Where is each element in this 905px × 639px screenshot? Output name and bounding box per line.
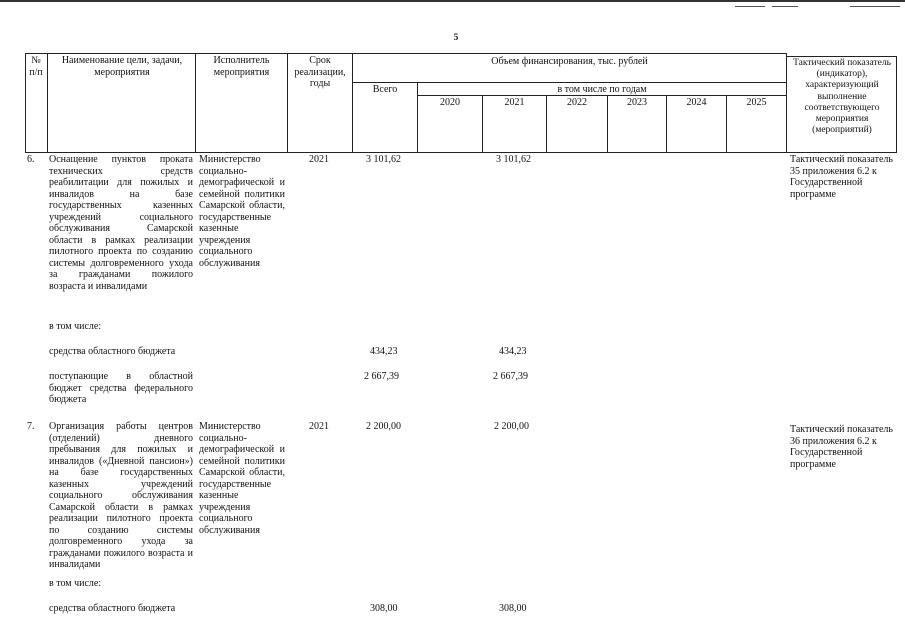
header-executor: Исполнитель мероприятия [213,55,270,78]
row-6-2021: 3 101,62 [496,154,531,165]
header-year-2020: 2020 [440,97,460,108]
row-6-term: 2021 [309,154,329,165]
scan-mark [772,6,798,7]
row-7-regional-2021: 308,00 [499,603,527,614]
row-7-incl-label: в том числе: [49,578,102,589]
header-indicator: Тактический показатель (индикатор), характеризующий выполнение соответствующего мероприятия (мероприятий) [793,58,891,136]
row-7-num: 7. [27,421,35,432]
row-7-2021: 2 200,00 [494,421,529,432]
header-year-2023: 2023 [627,97,647,108]
row-7-name: Организация работы центров (отделений) дневного пребывания для пожилых и инвалидов («Дневной пансион») на базе государственных казенных учреждений социального обслуживания Самарской области в рамках реализации пилотного проекта по созданию системы долговременного ухода за гражданами пожилого возраста и инвалидами [49,421,193,570]
row-7-indicator: Тактический показатель 36 приложения 6.2 к Государственной программе [790,424,893,470]
header-funding: Объем финансирования, тыс. рублей [491,56,648,67]
row-6-indicator: Тактический показатель 35 приложения 6.2 к Государственной программе [790,154,893,200]
row-7-term: 2021 [309,421,329,432]
row-7-executor: Министерство социально-демографической и семейной политики Самарской области, государственные казенные учреждения социального обслуживания [199,421,285,536]
header-name: Наименование цели, задачи, мероприятия [61,55,183,78]
row-6-federal-label: поступающие в областной бюджет средства федерального бюджета [49,371,193,405]
header-num: № п/п [29,55,43,78]
row-6-regional-2021: 434,23 [499,346,527,357]
header-total: Всего [372,84,398,95]
row-6-name: Оснащение пунктов проката технических средств реабилитации для пожилых и инвалидов на базе государственных казенных учреждений социального обслуживания Самарской области в рамках реализации пилотного проекта по созданию системы долговременного ухода за гражданами пожилого возраста и инвалидами [49,154,193,292]
header-by-years: в том числе по годам [557,84,647,95]
row-6-total: 3 101,62 [366,154,401,165]
header-term: Срок реализации, годы [294,55,346,89]
row-6-incl-label: в том числе: [49,321,102,332]
header-year-2025: 2025 [746,97,767,108]
row-6-federal-2021: 2 667,39 [493,371,528,382]
row-6-num: 6. [27,154,35,165]
header-year-2021: 2021 [504,97,525,108]
scan-mark [850,6,900,7]
row-6-regional-label: средства областного бюджета [49,346,176,357]
header-year-2024: 2024 [686,97,707,108]
page-number: 5 [453,32,459,42]
row-7-regional-label: средства областного бюджета [49,603,176,614]
row-6-regional-total: 434,23 [370,346,398,357]
row-6-federal-total: 2 667,39 [364,371,399,382]
scan-mark [735,6,765,7]
scan-top-border [0,0,905,2]
row-6-executor: Министерство социально-демографической и семейной политики Самарской области, государственные казенные учреждения социального обслуживания [199,154,285,269]
row-7-total: 2 200,00 [366,421,401,432]
row-7-regional-total: 308,00 [370,603,398,614]
header-year-2022: 2022 [567,97,587,108]
